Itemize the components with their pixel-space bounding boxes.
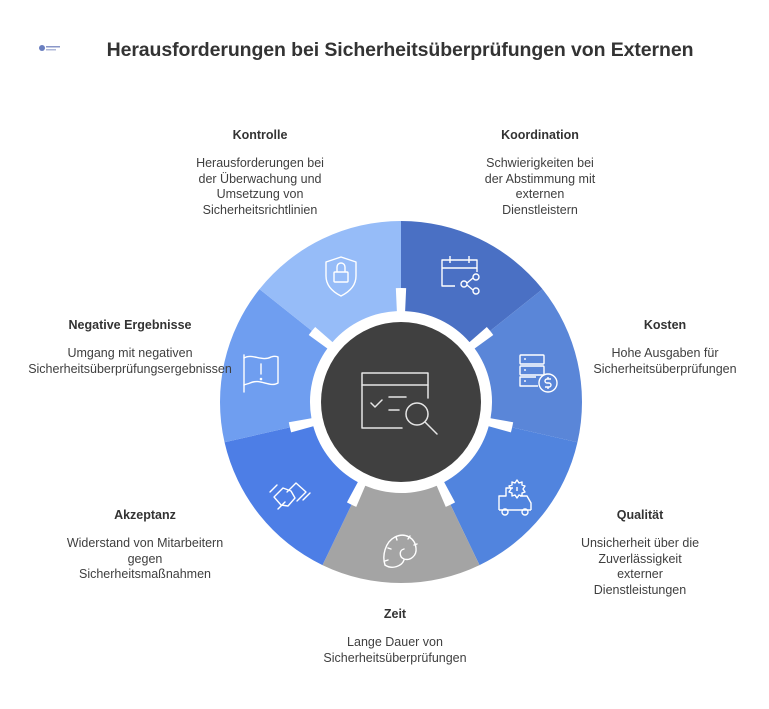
heading-negative-ergebnisse: Negative Ergebnisse xyxy=(68,318,192,332)
label-kontrolle xyxy=(170,128,350,218)
label-akzeptanz xyxy=(45,508,245,583)
desc-kosten: Hohe Ausgaben für Sicherheitsüberprüfungen xyxy=(593,346,737,376)
page-title: Herausforderungen bei Sicherheitsüberprüfungen von Externen xyxy=(106,39,694,61)
label-negative-ergebnisse xyxy=(10,318,250,377)
label-zeit xyxy=(295,607,495,666)
heading-koordination: Koordination xyxy=(501,128,579,142)
label-kosten xyxy=(570,318,760,377)
heading-akzeptanz: Akzeptanz xyxy=(114,508,176,522)
heading-kontrolle: Kontrolle xyxy=(232,128,288,142)
desc-negative-ergebnisse: Umgang mit negativen Sicherheitsüberprüfungsergebnissen xyxy=(28,346,232,376)
desc-kontrolle: Herausforderungen bei der Überwachung und Umsetzung von Sicherheitsrichtlinien xyxy=(196,156,324,217)
desc-qualitaet: Unsicherheit über die Zuverlässigkeit externer Dienstleistungen xyxy=(580,536,700,597)
heading-zeit: Zeit xyxy=(383,607,407,621)
label-qualitaet xyxy=(550,508,730,598)
desc-koordination: Schwierigkeiten bei der Abstimmung mit externen Dienstleistern xyxy=(484,156,596,217)
heading-qualitaet: Qualität xyxy=(616,508,664,522)
desc-zeit: Lange Dauer von Sicherheitsüberprüfungen xyxy=(323,635,467,665)
center-hub xyxy=(321,322,481,482)
label-koordination xyxy=(450,128,630,218)
desc-akzeptanz: Widerstand von Mitarbeitern gegen Sicherheitsmaßnahmen xyxy=(66,536,224,581)
heading-kosten: Kosten xyxy=(643,318,687,332)
